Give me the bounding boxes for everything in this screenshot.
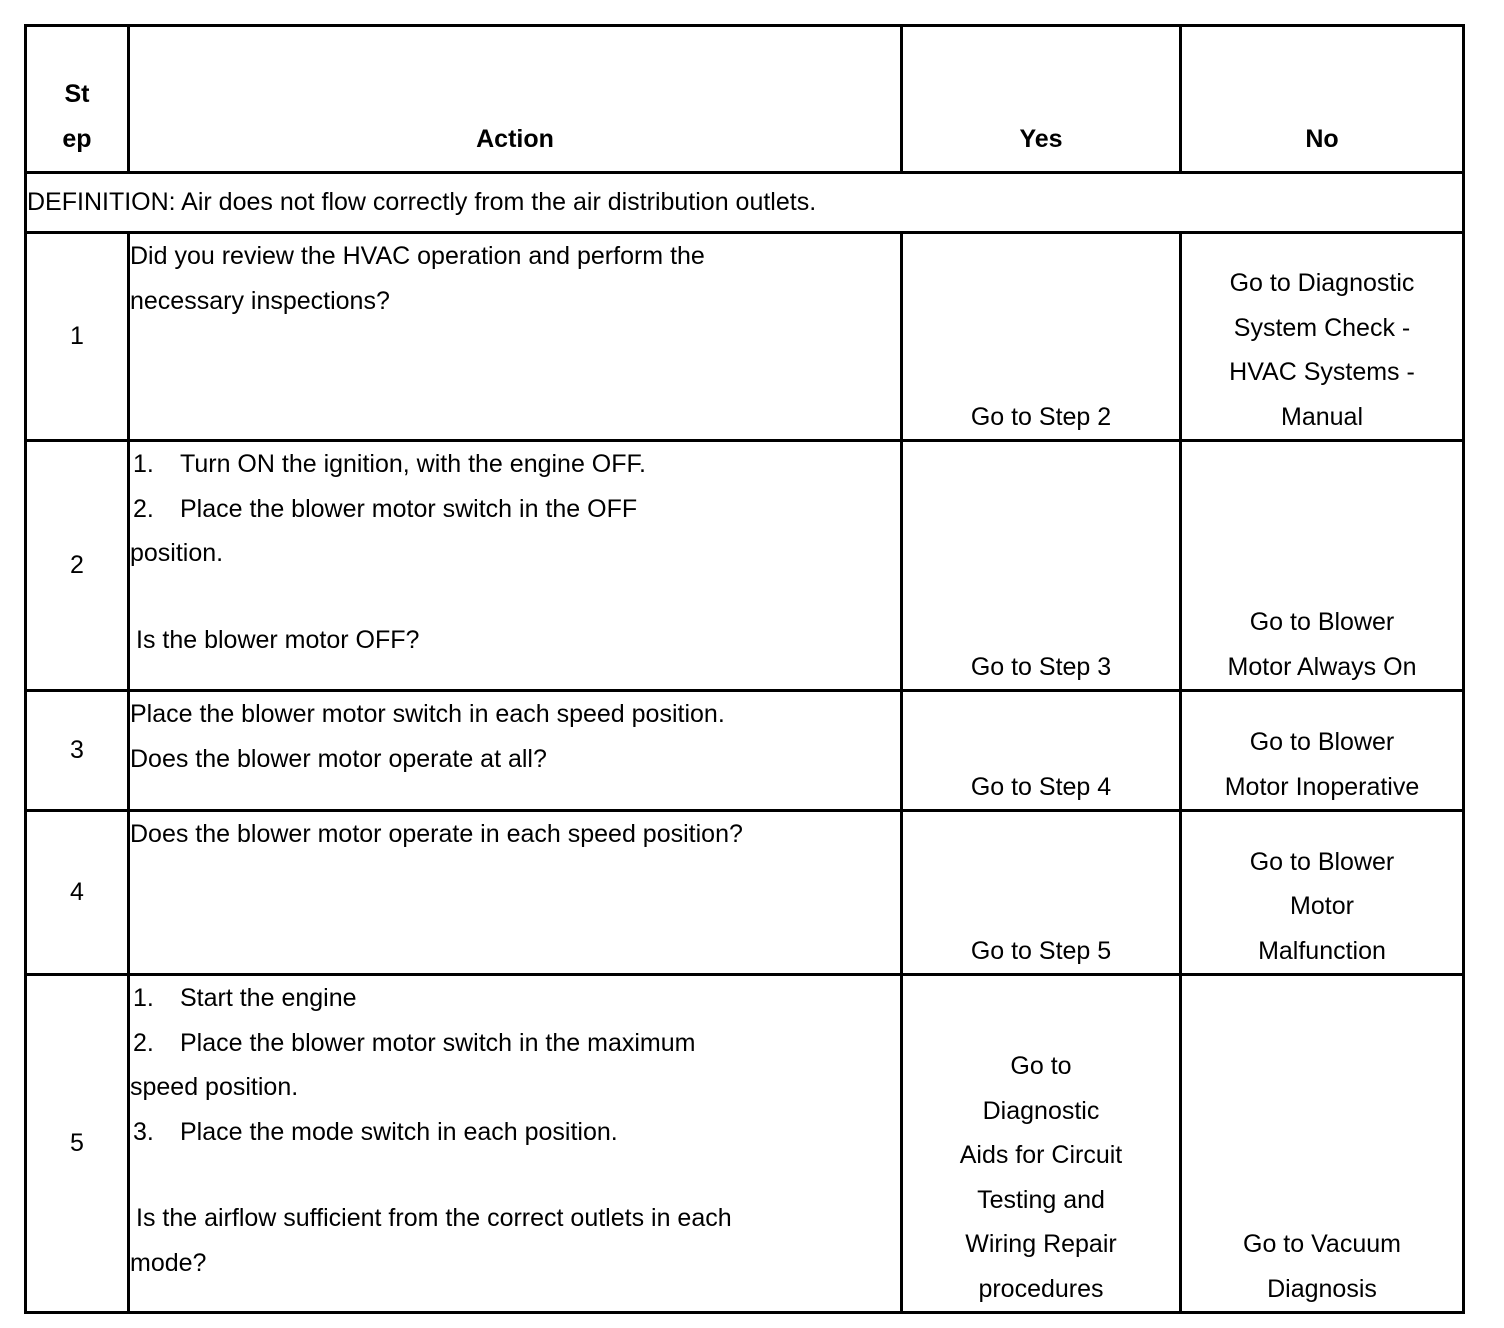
header-row xyxy=(26,26,1464,173)
yes-cell: Go to Step 2 xyxy=(902,233,1181,441)
action-cell: 1. Start the engine 2. Place the blower motor switch in the maximum speed position. 3. Place the mode switch in each position. Is the airflow sufficient from the correct outlets in each mode? xyxy=(129,975,902,1313)
yes-cell: Go to Step 4 xyxy=(902,691,1181,811)
header-no: No xyxy=(1181,26,1464,173)
yes-cell: Go to Step 5 xyxy=(902,811,1181,975)
header-yes: Yes xyxy=(902,26,1181,173)
no-cell: Go to Blower Motor Inoperative xyxy=(1181,691,1464,811)
list-item: 2. Place the blower motor switch in the OFF xyxy=(133,494,638,523)
action-cell: Place the blower motor switch in each speed position. Does the blower motor operate at all? xyxy=(129,691,902,811)
step-number: 1 xyxy=(26,233,129,441)
step-number: 3 xyxy=(26,691,129,811)
step-number: 4 xyxy=(26,811,129,975)
no-cell: Go to Blower Motor Malfunction xyxy=(1181,811,1464,975)
action-cell: 1. Turn ON the ignition, with the engine OFF. 2. Place the blower motor switch in the OFF position. Is the blower motor OFF? xyxy=(129,441,902,691)
question: Is the airflow sufficient from the correct outlets in each xyxy=(136,1204,732,1232)
no-cell: Go to Diagnostic System Check - HVAC Systems - Manual xyxy=(1181,233,1464,441)
action-cell: Does the blower motor operate in each speed position? xyxy=(129,811,902,975)
yes-cell: Go to Step 3 xyxy=(902,441,1181,691)
no-cell: Go to Blower Motor Always On xyxy=(1181,441,1464,691)
no-cell: Go to Vacuum Diagnosis xyxy=(1181,975,1464,1313)
definition-row xyxy=(26,173,1464,233)
list-item: 3. Place the mode switch in each position. xyxy=(133,1117,618,1146)
list-item: 2. Place the blower motor switch in the maximum xyxy=(133,1028,696,1057)
table-row xyxy=(26,975,1464,1313)
table-row xyxy=(26,441,1464,691)
diagnostic-table xyxy=(24,24,1465,1314)
question: Is the blower motor OFF? xyxy=(136,625,420,654)
table-row xyxy=(26,233,1464,441)
step-number: 2 xyxy=(26,441,129,691)
table-row xyxy=(26,691,1464,811)
table-row xyxy=(26,811,1464,975)
definition-text: DEFINITION: Air does not flow correctly from the air distribution outlets. xyxy=(26,173,1464,233)
list-item: 1. Start the engine xyxy=(133,984,357,1012)
header-action: Action xyxy=(129,26,902,173)
list-item: 1. Turn ON the ignition, with the engine OFF. xyxy=(133,450,646,478)
action-cell: Did you review the HVAC operation and perform the necessary inspections? xyxy=(129,233,902,441)
yes-cell: Go to Diagnostic Aids for Circuit Testing and Wiring Repair procedures xyxy=(902,975,1181,1313)
header-step: St ep xyxy=(26,26,129,173)
step-number: 5 xyxy=(26,975,129,1313)
